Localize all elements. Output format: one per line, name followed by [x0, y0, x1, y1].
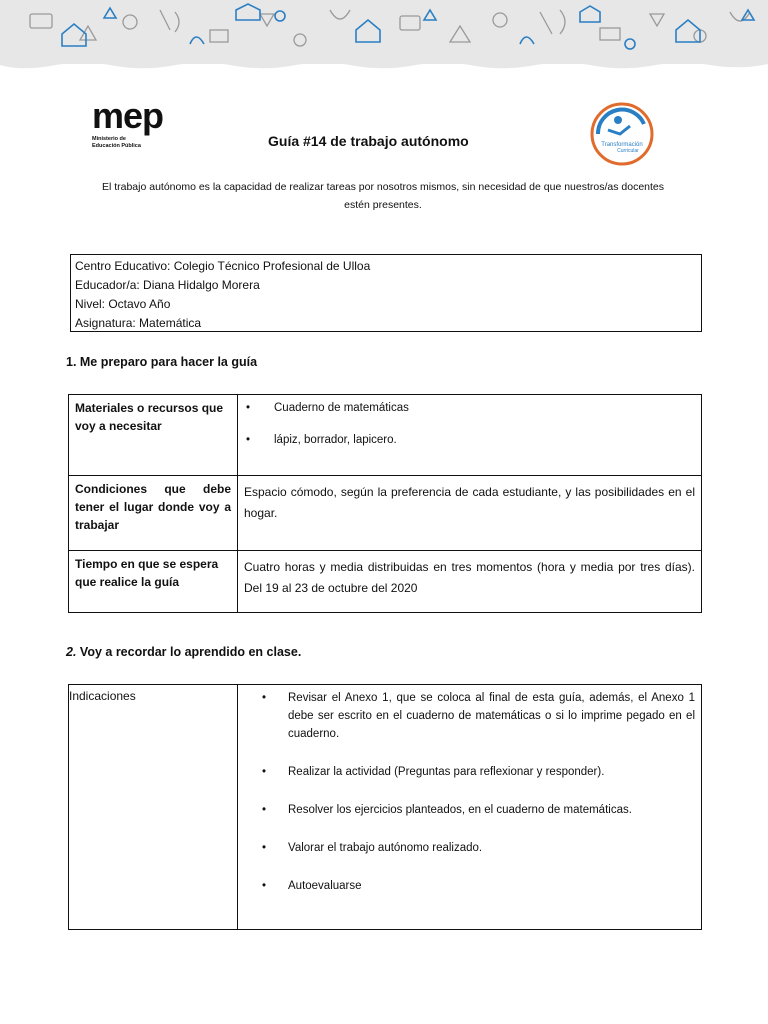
transformacion-curricular-logo: [588, 100, 656, 168]
info-subject: Asignatura: Matemática: [75, 316, 202, 330]
section-2-number: 2.: [66, 645, 77, 659]
row-label-conditions: Condiciones que debe tener el lugar donde voy a trabajar: [69, 476, 238, 551]
row-label-instructions: Indicaciones: [69, 685, 238, 930]
row-value-materials: [238, 395, 702, 476]
row-label-time: Tiempo en que se espera que realice la guía: [69, 551, 238, 613]
row-label-materials: Materiales o recursos que voy a necesitar: [69, 395, 238, 476]
tc-logo-text-1: Transformación: [601, 142, 643, 148]
intro-line-2: estén presentes.: [344, 199, 422, 211]
section-2-heading: Voy a recordar lo aprendido en clase.: [79, 645, 302, 659]
row-value-time: Cuatro horas y media distribuidas en tres momentos (hora y media por tres días). Del 19 al 23 de octubre del 2020: [238, 551, 702, 613]
row-value-conditions: Espacio cómodo, según la preferencia de cada estudiante, y las posibilidades en el hogar.: [238, 476, 702, 551]
section-1-title: 1. Me preparo para hacer la guía: [66, 355, 258, 369]
materials-list: [238, 395, 701, 453]
header-banner: [0, 0, 768, 64]
instructions-list: [238, 685, 701, 899]
bullet-glyph: •: [262, 842, 267, 854]
info-school: Centro Educativo: Colegio Técnico Profesional de Ulloa: [75, 259, 371, 273]
list-item: • Valorar el trabajo autónomo realizado.: [244, 839, 695, 857]
tc-logo-text-2: Curricular: [617, 148, 639, 154]
section-2-title: [66, 645, 301, 659]
list-item: • Resolver los ejercicios planteados, en el cuaderno de matemáticas.: [244, 801, 695, 819]
list-item: • lápiz, borrador, lapicero.: [244, 431, 695, 449]
list-item: • Autoevaluarse: [244, 877, 695, 895]
banner-torn-edge: [0, 60, 768, 76]
list-item: • Revisar el Anexo 1, que se coloca al final de esta guía, además, el Anexo 1 debe ser escrito en el cuaderno de matemáticas o si lo imprime pegado en el cuaderno.: [244, 689, 695, 743]
info-teacher: Educador/a: Diana Hidalgo Morera: [75, 278, 260, 292]
bullet-glyph: •: [246, 402, 251, 414]
mep-logo-subtitle-2: Educación Pública: [92, 142, 141, 149]
bullet-glyph: •: [262, 692, 267, 704]
bullet-glyph: •: [246, 434, 251, 446]
info-box: [70, 254, 702, 332]
row-value-instructions: [238, 685, 702, 930]
instructions-table: [68, 684, 702, 930]
list-item: • Realizar la actividad (Preguntas para reflexionar y responder).: [244, 763, 695, 781]
info-level: Nivel: Octavo Año: [75, 297, 171, 311]
intro-paragraph: [70, 178, 696, 214]
bullet-glyph: •: [262, 880, 267, 892]
table-row: [69, 685, 702, 930]
intro-line-1: El trabajo autónomo es la capacidad de realizar tareas por nosotros mismos, sin necesidad de que nuestros/as docentes: [101, 181, 665, 193]
list-item: • Cuaderno de matemáticas: [244, 399, 695, 417]
document-title: Guía #14 de trabajo autónomo: [268, 133, 469, 149]
preparation-table: [68, 394, 702, 613]
mep-logo-word: mep: [92, 95, 164, 136]
banner-doodles: [0, 0, 768, 64]
table-row: [69, 551, 702, 613]
mep-logo: [92, 95, 172, 154]
bullet-glyph: •: [262, 766, 267, 778]
table-row: [69, 395, 702, 476]
bullet-glyph: •: [262, 804, 267, 816]
mep-logo-subtitle-1: Ministerio de: [92, 136, 126, 142]
table-row: [69, 476, 702, 551]
